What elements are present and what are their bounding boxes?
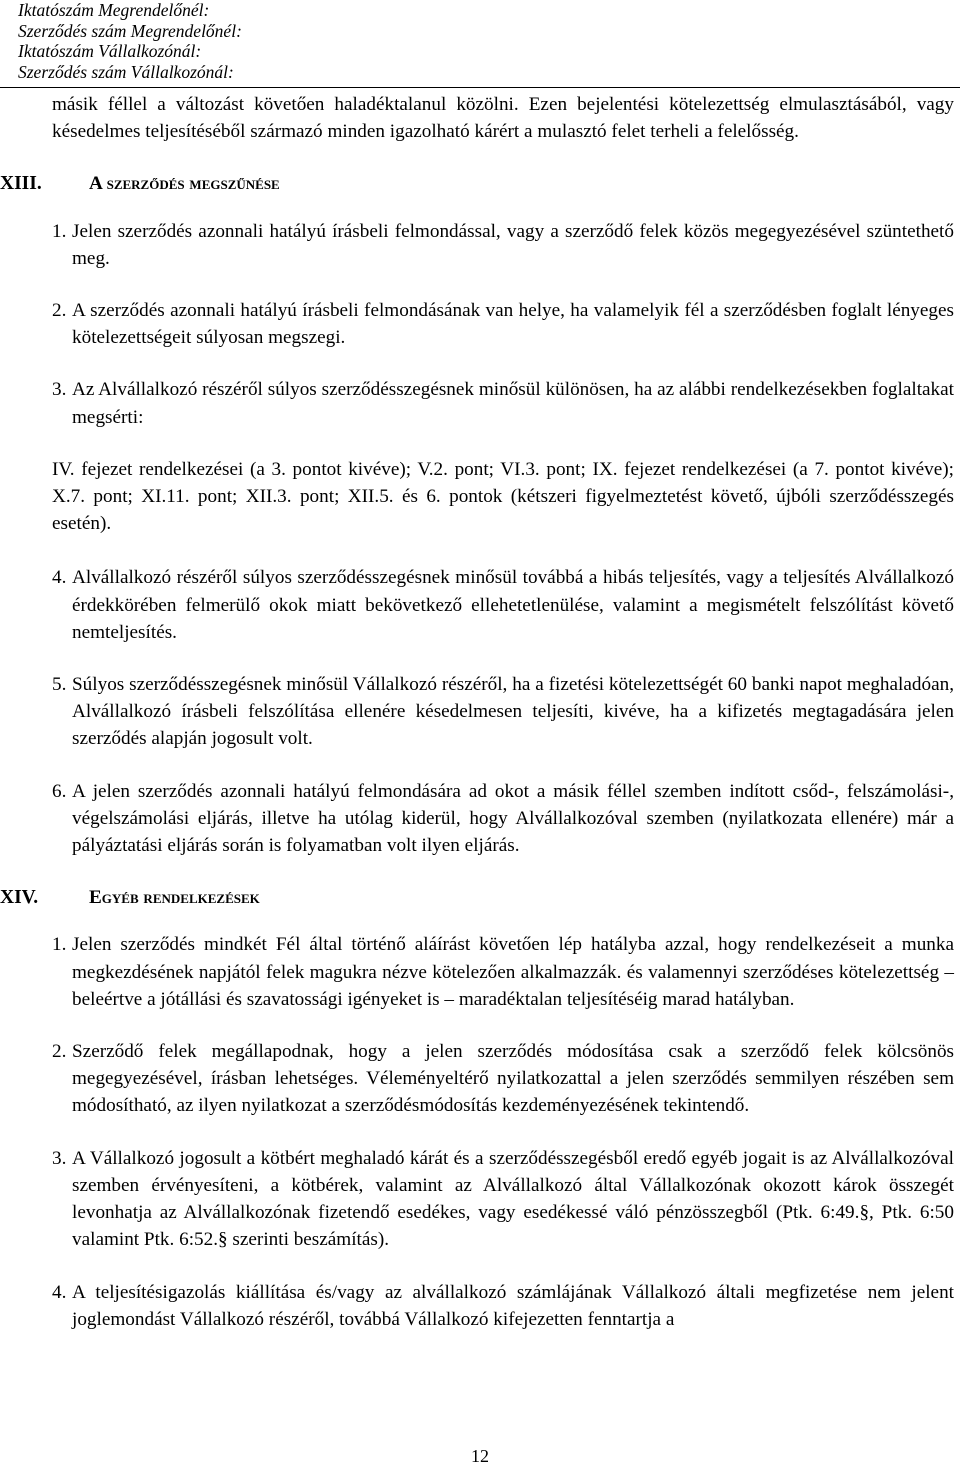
- section-13-item-6: [52, 778, 954, 860]
- section-14-heading: [0, 884, 954, 911]
- intro-paragraph: másik féllel a változást követően haladéktalanul közölni. Ezen bejelentési kötelezettség elmulasztásából, vagy késedelmes teljesítéséből származó minden igazolható kárért a mulasztó felet terheli a felelősség.: [52, 94, 954, 143]
- section-14-title: Egyéb rendelkezések: [89, 887, 260, 909]
- item-text: A teljesítésigazolás kiállítása és/vagy az alvállalkozó számlájának Vállalkozó általi megfizetése nem jelent joglemondást Vállalkozó részéről, továbbá Vállalkozó kifejezetten fenntartja a: [72, 1281, 954, 1330]
- item-text: A szerződés azonnali hatályú írásbeli felmondásának van helye, ha valamelyik fél a szerződésben foglalt lényeges kötelezettségeit súlyosan megszegi.: [72, 300, 954, 349]
- item-number: 4.: [52, 567, 67, 589]
- page-header: [18, 0, 948, 82]
- item-number: 6.: [52, 780, 67, 802]
- item-number: 2.: [52, 300, 67, 322]
- section-14-number: XIV.: [0, 887, 39, 909]
- header-line-2: Szerződés szám Megrendelőnél:: [18, 20, 242, 41]
- section-13-heading: [0, 170, 954, 197]
- item-text: Alvállalkozó részéről súlyos szerződésszegésnek minősül továbbá a hibás teljesítés, vagy a teljesítés Alvállalkozó érdekkörében felmerülő okok miatt bekövetkező ellehetetlenülése, valamint a megismételt felszólítást követő nemteljesítés.: [72, 567, 954, 643]
- item-text: Jelen szerződés mindkét Fél által történő aláírást követően lép hatályba azzal, hogy rendelkezéseit a munka megkezdésének napjától felek magukra nézve kötelezően alkalmazzák. és valamennyi szerződéses kötelezettség – beleértve a jótállási és szavatossági igényeket is – maradéktalan teljesítéséig marad hatályban.: [72, 934, 954, 1010]
- section-14-item-1: [52, 931, 954, 1013]
- item-text: Jelen szerződés azonnali hatályú írásbeli felmondással, vagy a szerződő felek közös megegyezésével szüntethető meg.: [72, 220, 954, 269]
- item-text: Szerződő felek megállapodnak, hogy a jelen szerződés módosítása csak a szerződő felek kölcsönös megegyezésével, írásban lehetséges. Véleményeltérő nyilatkozattal a jelen szerződés semmilyen részében sem módosítható, az ilyen nyilatkozat a szerződésmódosítás kezdeményezésének tekintendő.: [72, 1041, 954, 1117]
- item-number: 2.: [52, 1041, 67, 1063]
- section-13-item-3: [52, 376, 954, 430]
- section-14-item-3: [52, 1145, 954, 1254]
- item-text: A Vállalkozó jogosult a kötbért meghaladó kárát és a szerződésszegésből eredő egyéb jogait is az Alvállalkozóval szemben érvényesíteni, a kötbérek, valamint az Alvállalkozó által Vállalkozónak okozott károk összegét levonhatja az Alvállalkozónak fizetendő esedékes, vagy esedékessé váló pénzösszegből (Ptk. 6:49.§, Ptk. 6:50 valamint Ptk. 6:52.§ szerinti beszámítás).: [72, 1147, 954, 1251]
- section-13-number: XIII.: [0, 173, 42, 195]
- header-line-4: Szerződés szám Vállalkozónál:: [18, 61, 234, 82]
- section-14-item-2: [52, 1038, 954, 1120]
- item-text: Súlyos szerződésszegésnek minősül Vállalkozó részéről, ha a fizetési kötelezettségét 60 banki napot meghaladóan, Alvállalkozó írásbeli felszólítása ellenére késedelmesen teljesíti, kivéve, ha a kifizetés megtagadására jelen szerződés alapján jogosult volt.: [72, 674, 954, 750]
- item-number: 3.: [52, 379, 67, 401]
- page-number: 12: [471, 1446, 489, 1466]
- item-number: 1.: [52, 220, 67, 242]
- item-number: 5.: [52, 674, 67, 696]
- item-text: A jelen szerződés azonnali hatályú felmondására ad okot a másik féllel szemben indított csőd-, felszámolási-, végelszámolási eljárás, illetve ha utólag kiderül, hogy Alvállalkozóval szemben (nyilatkozata ellenére) már a pályáztatási eljárás során is folyamatban volt ilyen eljárás.: [72, 780, 954, 857]
- section-13-item-4: [52, 564, 954, 646]
- section-13-item-2: [52, 297, 954, 351]
- header-line-1: Iktatószám Megrendelőnél:: [18, 0, 210, 20]
- item-number: 3.: [52, 1147, 67, 1169]
- item-text: Az Alvállalkozó részéről súlyos szerződésszegésnek minősül különösen, ha az alábbi rendelkezésekben foglaltakat megsérti:: [72, 379, 954, 428]
- section-13-item-1: [52, 218, 954, 272]
- document-body: [0, 91, 954, 1358]
- section-13-item-5: [52, 671, 954, 753]
- item-number: 1.: [52, 934, 67, 956]
- section-13-title: A szerződés megszűnése: [89, 173, 280, 195]
- header-line-3: Iktatószám Vállalkozónál:: [18, 41, 202, 62]
- section-14-item-4: [52, 1279, 954, 1333]
- header-divider: [0, 87, 960, 88]
- section-13-item-3-provisions: IV. fejezet rendelkezései (a 3. pontot kivéve); V.2. pont; VI.3. pont; IX. fejezet rendelkezései (a 7. pontot kivéve); X.7. pont; XI.11. pont; XII.3. pont; XII.5. és 6. pontok (kétszeri figyelmeztetést követő, újbóli szerződésszegés esetén).: [52, 458, 954, 535]
- item-number: 4.: [52, 1281, 67, 1303]
